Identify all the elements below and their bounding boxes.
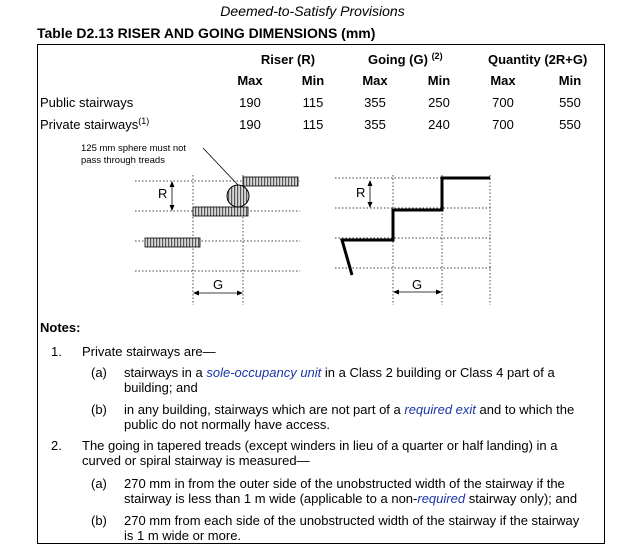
cell-private-qty-min: 550 [559, 117, 581, 132]
quantity-header: Quantity (2R+G) [488, 52, 588, 67]
riser-label-left: R [158, 186, 168, 201]
tread-bottom [145, 238, 200, 247]
going-max-header: Max [362, 73, 388, 88]
riser-header: Riser (R) [260, 52, 316, 67]
callout-leader [203, 148, 238, 185]
quantity-max-header: Max [490, 73, 516, 88]
page-header: Deemed-to-Satisfy Provisions [220, 3, 405, 19]
cell-public-qty-max: 700 [492, 95, 514, 110]
cell-public-qty-min: 550 [559, 95, 581, 110]
row-label-public: Public stairways [40, 95, 134, 110]
cell-private-going-max: 355 [364, 117, 386, 132]
riser-min-header: Min [301, 73, 325, 88]
riser-max-header: Max [237, 73, 263, 88]
row-label-private: Private stairways$^{(1)}$ [40, 116, 150, 132]
notes-heading: Notes: [40, 320, 81, 335]
going-header: Going (G) $^{(2)}$ [368, 51, 443, 67]
note-2a-letter: (a) [91, 476, 107, 491]
tread-middle [193, 207, 248, 216]
required-link[interactable]: required [417, 491, 466, 506]
tread-top [243, 177, 298, 186]
note-1-number: 1. [51, 344, 62, 359]
going-label-left: G [213, 277, 224, 292]
note-2a-text: 270 mm in from the outer side of the unobstructed width of the stairway if the stairway is less than 1 m wide (applicable to a non-required stairway only); and [124, 476, 578, 506]
cell-private-going-min: 240 [428, 117, 450, 132]
cell-private-riser-max: 190 [239, 117, 261, 132]
sphere-shape [227, 185, 249, 207]
cell-public-going-max: 355 [364, 95, 386, 110]
cell-private-riser-min: 115 [302, 117, 324, 132]
required-exit-link[interactable]: required exit [404, 402, 476, 417]
cell-public-riser-min: 115 [302, 95, 324, 110]
note-2b-letter: (b) [91, 513, 107, 528]
riser-label-right: R [356, 185, 366, 200]
note-2-text: The going in tapered treads (except winders in lieu of a quarter or half landing) in a curved or spiral stairway is measured— [82, 438, 558, 468]
note-1a-text: stairways in a sole-occupancy unit in a Class 2 building or Class 4 part of a building; and [124, 365, 555, 395]
table-title: Table D2.13 RISER AND GOING DIMENSIONS (mm) [37, 25, 376, 41]
quantity-min-header: Min [558, 73, 582, 88]
note-2b-text: 270 mm from each side of the unobstructed width of the stairway if the stairway is 1 m wide or more. [124, 513, 580, 543]
going-min-header: Min [427, 73, 451, 88]
note-1-text: Private stairways are— [82, 344, 216, 359]
note-2-number: 2. [51, 438, 62, 453]
cell-private-qty-max: 700 [492, 117, 514, 132]
sphere-note: 125 mm sphere must not pass through treads [81, 143, 187, 166]
cell-public-riser-max: 190 [239, 95, 261, 110]
cell-public-going-min: 250 [428, 95, 450, 110]
going-label-right: G [412, 277, 423, 292]
note-1a-letter: (a) [91, 365, 107, 380]
note-1b-text: in any building, stairways which are not part of a required exit and to which the public do not normally have access. [124, 402, 575, 432]
sole-occupancy-unit-link[interactable]: sole-occupancy unit [206, 365, 322, 380]
note-1b-letter: (b) [91, 402, 107, 417]
